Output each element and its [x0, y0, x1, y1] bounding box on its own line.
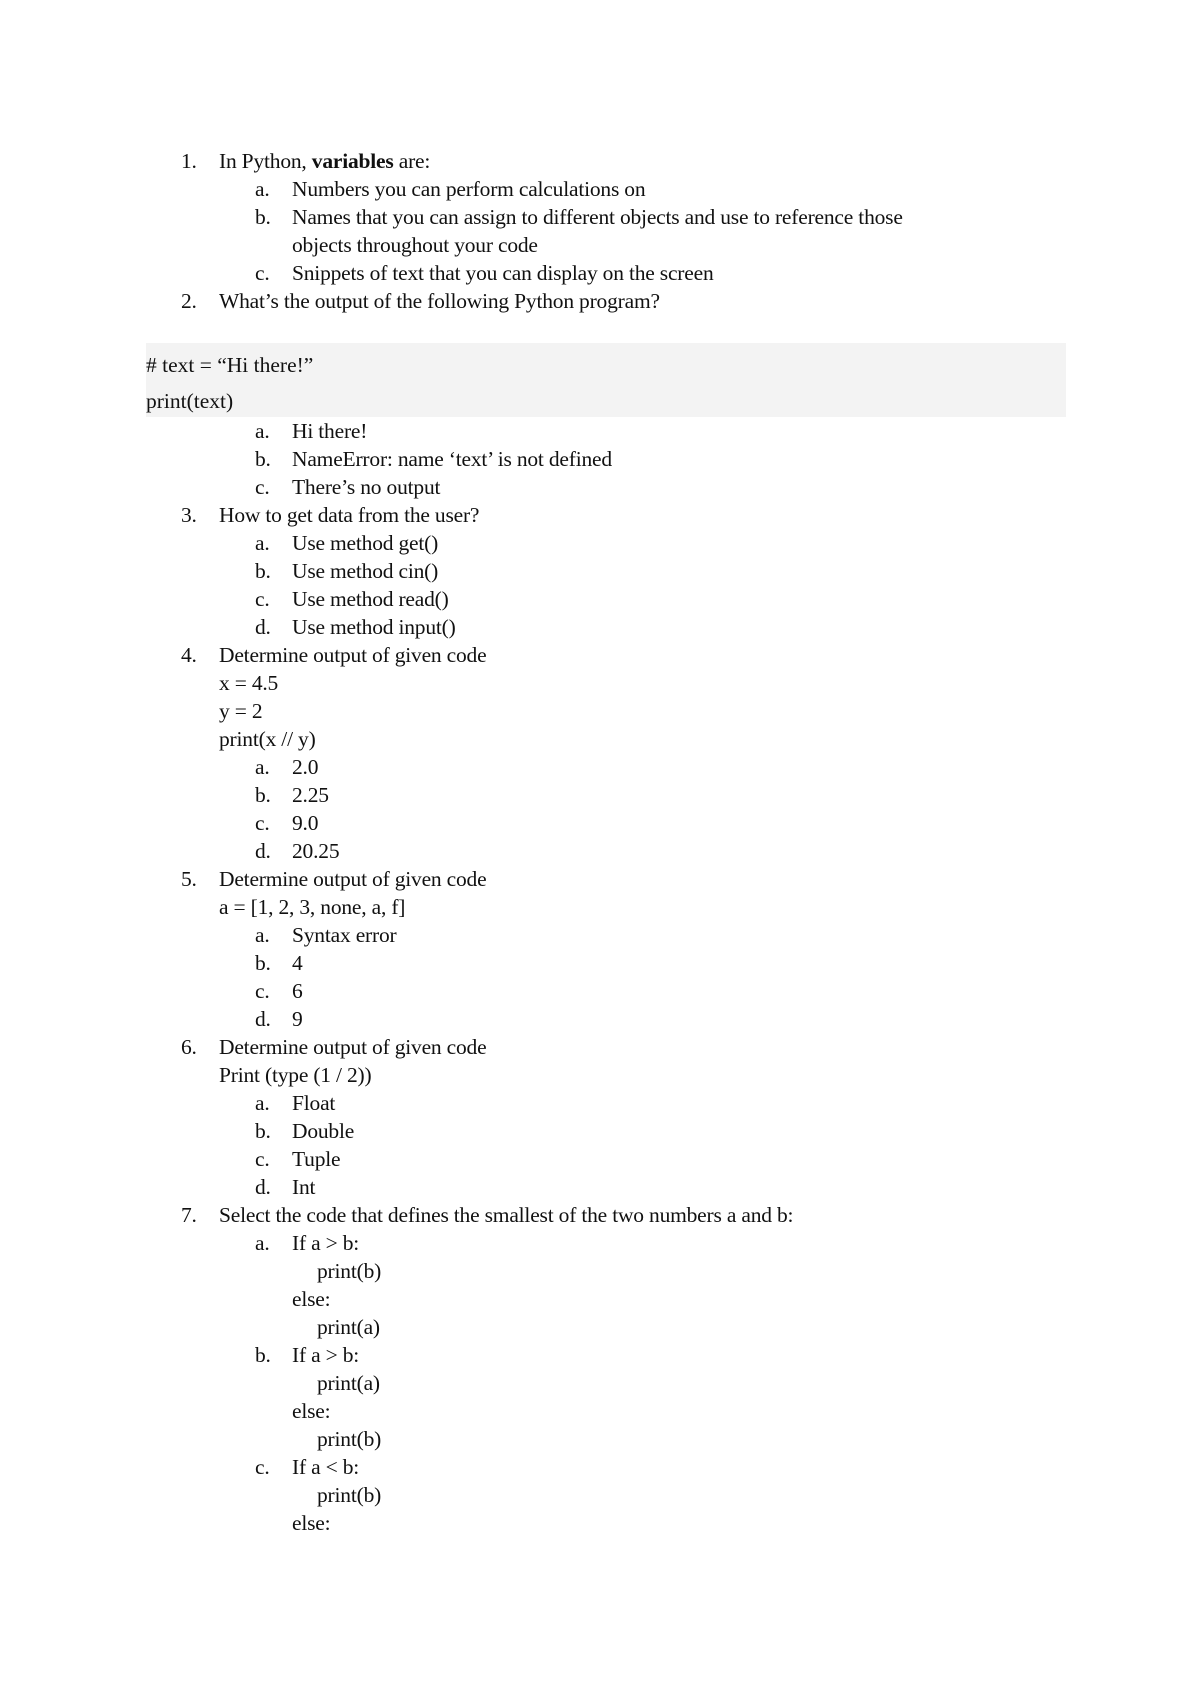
- q5-option-d-text: 9: [292, 1007, 303, 1031]
- q3-option-b-text: Use method cin(): [292, 559, 439, 583]
- q1-text-after: are:: [393, 149, 431, 173]
- q2-number: 2.: [181, 289, 197, 313]
- q6-option-a-text: Float: [292, 1091, 336, 1115]
- q7-option-a-line-2: print(b): [317, 1259, 382, 1283]
- q7-option-a-line-4: print(a): [317, 1315, 380, 1339]
- q4-code-line-3: print(x // y): [219, 727, 316, 751]
- q7-option-a-label: a.: [255, 1231, 270, 1255]
- q5-code-line-1: a = [1, 2, 3, none, a, f]: [219, 895, 406, 919]
- q7-option-a-line-3: else:: [292, 1287, 331, 1311]
- q5-option-b-label: b.: [255, 951, 271, 975]
- q4-option-c-label: c.: [255, 811, 270, 835]
- q5-option-d-label: d.: [255, 1007, 271, 1031]
- q5-option-a-text: Syntax error: [292, 923, 397, 947]
- q6-option-b-label: b.: [255, 1119, 271, 1143]
- q6-number: 6.: [181, 1035, 197, 1059]
- q7-number: 7.: [181, 1203, 197, 1227]
- q2-text: What’s the output of the following Python program?: [219, 289, 660, 313]
- q6-option-d-text: Int: [292, 1175, 316, 1199]
- q1-option-a-text: Numbers you can perform calculations on: [292, 177, 646, 201]
- q1-option-a-label: a.: [255, 177, 270, 201]
- q4-option-a-text: 2.0: [292, 755, 319, 779]
- q3-number: 3.: [181, 503, 197, 527]
- q5-option-c-text: 6: [292, 979, 303, 1003]
- q7-option-b-line-1: If a > b:: [292, 1343, 360, 1367]
- q5-number: 5.: [181, 867, 197, 891]
- q4-code-line-2: y = 2: [219, 699, 263, 723]
- q2-option-c-label: c.: [255, 475, 270, 499]
- q3-option-c-text: Use method read(): [292, 587, 449, 611]
- q2-option-a-label: a.: [255, 419, 270, 443]
- q2-code-line-1: # text = “Hi there!”: [146, 353, 314, 377]
- q5-option-c-label: c.: [255, 979, 270, 1003]
- q4-option-b-text: 2.25: [292, 783, 329, 807]
- q7-option-b-label: b.: [255, 1343, 271, 1367]
- q1-text-before: In Python,: [219, 149, 312, 173]
- q7-option-c-line-1: If a < b:: [292, 1455, 360, 1479]
- q2-option-c-text: There’s no output: [292, 475, 441, 499]
- q4-option-a-label: a.: [255, 755, 270, 779]
- q3-option-b-label: b.: [255, 559, 271, 583]
- q6-text: Determine output of given code: [219, 1035, 487, 1059]
- q7-option-b-line-2: print(a): [317, 1371, 380, 1395]
- q6-option-c-text: Tuple: [292, 1147, 341, 1171]
- q6-option-b-text: Double: [292, 1119, 355, 1143]
- q2-option-b-label: b.: [255, 447, 271, 471]
- q1-option-b-text: Names that you can assign to different objects and use to reference those: [292, 205, 903, 229]
- q7-option-a-line-1: If a > b:: [292, 1231, 360, 1255]
- q4-number: 4.: [181, 643, 197, 667]
- q3-option-d-label: d.: [255, 615, 271, 639]
- q4-option-d-text: 20.25: [292, 839, 340, 863]
- q5-option-a-label: a.: [255, 923, 270, 947]
- q1-text-bold: variables: [311, 149, 394, 173]
- q7-option-b-line-4: print(b): [317, 1427, 382, 1451]
- q2-option-b-text: NameError: name ‘text’ is not defined: [292, 447, 612, 471]
- q6-code-line-1: Print (type (1 / 2)): [219, 1063, 372, 1087]
- q4-code-line-1: x = 4.5: [219, 671, 279, 695]
- q4-text: Determine output of given code: [219, 643, 487, 667]
- q2-option-a-text: Hi there!: [292, 419, 368, 443]
- q4-option-c-text: 9.0: [292, 811, 319, 835]
- q3-option-a-label: a.: [255, 531, 270, 555]
- q3-option-d-text: Use method input(): [292, 615, 456, 639]
- q7-option-b-line-3: else:: [292, 1399, 331, 1423]
- q3-text: How to get data from the user?: [219, 503, 480, 527]
- q5-option-b-text: 4: [292, 951, 303, 975]
- q1-number: 1.: [181, 149, 197, 173]
- q1-option-b-continuation: objects throughout your code: [292, 233, 538, 257]
- q7-text: Select the code that defines the smallest of the two numbers a and b:: [219, 1203, 794, 1227]
- q3-option-a-text: Use method get(): [292, 531, 439, 555]
- q4-option-b-label: b.: [255, 783, 271, 807]
- q6-option-c-label: c.: [255, 1147, 270, 1171]
- q4-option-d-label: d.: [255, 839, 271, 863]
- q5-text: Determine output of given code: [219, 867, 487, 891]
- q6-option-a-label: a.: [255, 1091, 270, 1115]
- q2-code-line-2: print(text): [146, 389, 234, 413]
- q1-text: [219, 147, 430, 175]
- q3-option-c-label: c.: [255, 587, 270, 611]
- q7-option-c-line-3: else:: [292, 1511, 331, 1535]
- q6-option-d-label: d.: [255, 1175, 271, 1199]
- q1-option-c-label: c.: [255, 261, 270, 285]
- q7-option-c-label: c.: [255, 1455, 270, 1479]
- q1-option-c-text: Snippets of text that you can display on the screen: [292, 261, 714, 285]
- q7-option-c-line-2: print(b): [317, 1483, 382, 1507]
- q1-option-b-label: b.: [255, 205, 271, 229]
